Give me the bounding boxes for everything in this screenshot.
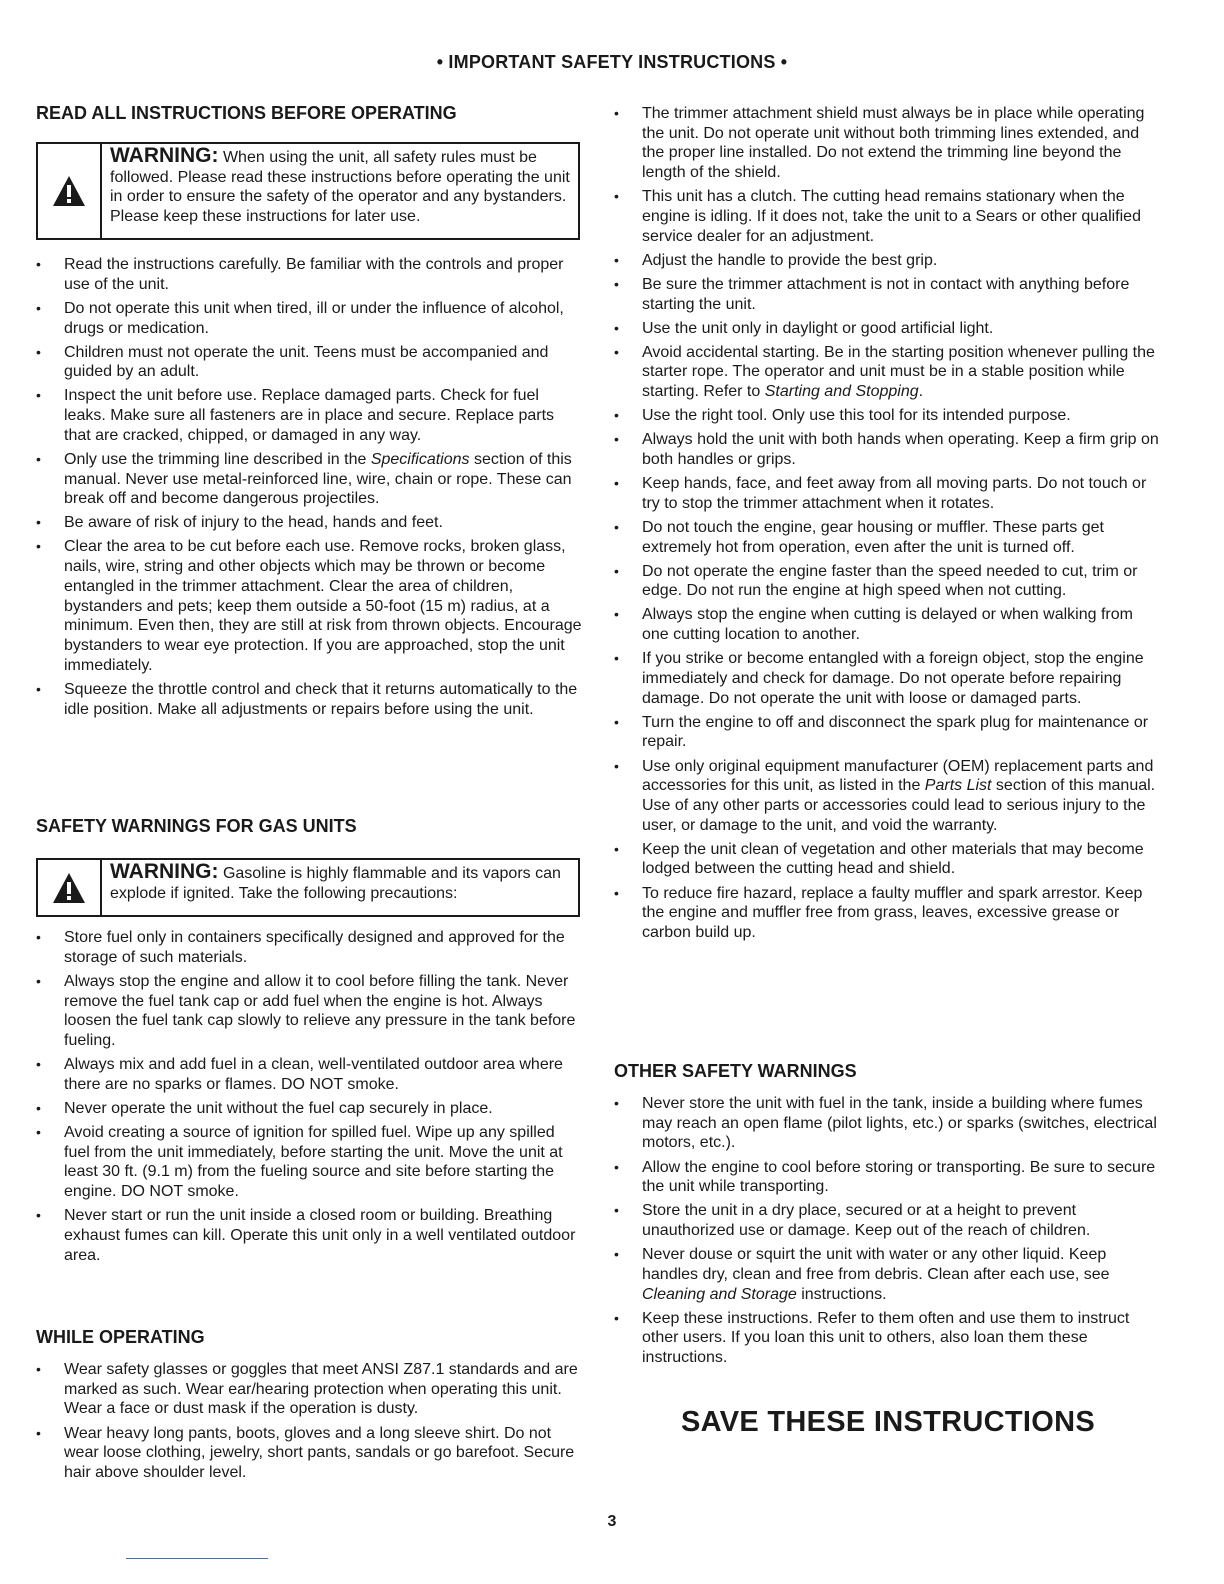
list-item: • Avoid creating a source of ignition for spilled fuel. Wipe up any spilled fuel from the unit immediately, before starting the unit. Move the unit at least 30 ft. (9.1 m) from the fueling source and site before starting the engine. DO NOT smoke. — [36, 1123, 584, 1202]
list-item: • Wear safety glasses or goggles that meet ANSI Z87.1 standards and are marked as such. Wear ear/hearing protection when operating this unit. Wear a face or dust mask if the operation is dusty. — [36, 1360, 584, 1419]
list-item: • Never store the unit with fuel in the tank, inside a building where fumes may reach an open flame (pilot lights, etc.) or sparks (switches, electrical motors, etc.). — [614, 1094, 1162, 1153]
list-item: • Be aware of risk of injury to the head, hands and feet. — [36, 513, 584, 533]
list-item: • Turn the engine to off and disconnect the spark plug for maintenance or repair. — [614, 713, 1162, 752]
section-title-gas-units: SAFETY WARNINGS FOR GAS UNITS — [36, 816, 357, 836]
list-item-text: Use only original equipment manufacturer (OEM) replacement parts and accessories for this unit, as listed in the — [642, 757, 1154, 795]
warning-label: WARNING: — [110, 860, 219, 883]
list-item: • Squeeze the throttle control and check that it returns automatically to the idle position. Make all adjustments or repairs before using the unit. — [36, 680, 584, 719]
list-item: • If you strike or become entangled with a foreign object, stop the engine immediately and check for damage. Do not operate before repairing damage. Do not operate the unit with loose or damaged parts. — [614, 649, 1162, 708]
warning-icon-cell — [38, 860, 102, 915]
list-item-text: . — [918, 383, 924, 401]
section-title-other: OTHER SAFETY WARNINGS — [614, 1061, 857, 1081]
list-item: • Wear heavy long pants, boots, gloves and a long sleeve shirt. Do not wear loose clothing, jewelry, short pants, sandals or go barefoot. Secure hair above shoulder level. — [36, 1424, 584, 1483]
list-item: • Always mix and add fuel in a clean, well-ventilated outdoor area where there are no sparks or flames. DO NOT smoke. — [36, 1055, 584, 1094]
list-item: • Store the unit in a dry place, secured or at a height to prevent unauthorized use or damage. Keep out of the reach of children. — [614, 1201, 1162, 1240]
list-item: • Always stop the engine and allow it to cool before filling the tank. Never remove the fuel tank cap or add fuel when the engine is hot. Always loosen the fuel tank cap slowly to relieve any pressure in the tank before fueling. — [36, 972, 584, 1051]
list-item: • Inspect the unit before use. Replace damaged parts. Check for fuel leaks. Make sure all fasteners are in place and secure. Replace parts that are cracked, chipped, or damaged in any way. — [36, 386, 584, 445]
list-item: • Do not operate the engine faster than the speed needed to cut, trim or edge. Do not run the engine at high speed when not cutting. — [614, 562, 1162, 601]
warning-box-read-all — [36, 142, 580, 240]
list-item: • Always hold the unit with both hands when operating. Keep a firm grip on both handles or grips. — [614, 430, 1162, 469]
list-item: • To reduce fire hazard, replace a faulty muffler and spark arrestor. Keep the engine and muffler free from grass, leaves, excessive grease or carbon build up. — [614, 884, 1162, 943]
warning-body: When using the unit, all safety rules must be followed. Please read these instructions before operating the unit in order to ensure the safety of the operator and any bystanders. Please keep these instructions for later use. — [110, 149, 570, 225]
other-warnings-list — [614, 1094, 1162, 1372]
while-operating-list — [36, 1360, 584, 1487]
warning-text — [102, 144, 578, 238]
section-title-read-all: READ ALL INSTRUCTIONS BEFORE OPERATING — [36, 103, 457, 123]
list-item: • Keep the unit clean of vegetation and other materials that may become lodged between the cutting head and shield. — [614, 840, 1162, 879]
warning-body: Gasoline is highly flammable and its vapors can explode if ignited. Take the following precautions: — [110, 865, 561, 902]
list-item: • Use the right tool. Only use this tool for its intended purpose. — [614, 406, 1162, 426]
list-item-text: Never douse or squirt the unit with water or any other liquid. Keep handles dry, clean and free from debris. Clean after each use, see — [642, 1246, 1110, 1283]
warning-icon-cell — [38, 144, 102, 238]
list-item: • Never start or run the unit inside a closed room or building. Breathing exhaust fumes can kill. Operate this unit only in a well ventilated outdoor area. — [36, 1206, 584, 1265]
list-item: • This unit has a clutch. The cutting head remains stationary when the engine is idling. If it does not, take the unit to a Sears or other qualified service dealer for an adjustment. — [614, 187, 1162, 246]
italic-reference: Cleaning and Storage — [642, 1285, 797, 1303]
warning-box-gas — [36, 858, 580, 917]
list-item: • Store fuel only in containers specifically designed and approved for the storage of such materials. — [36, 928, 584, 967]
italic-reference: Specifications — [370, 450, 470, 468]
list-item: • Never operate the unit without the fuel cap securely in place. — [36, 1099, 584, 1119]
list-item: • Use the unit only in daylight or good artificial light. — [614, 319, 1162, 339]
warning-triangle-icon — [51, 174, 87, 208]
italic-reference: Starting and Stopping — [764, 383, 919, 401]
list-item: • Adjust the handle to provide the best grip. — [614, 251, 1162, 271]
list-item-text: section of this manual. Use of any other parts or accessories could lead to serious injury to the user, or damage to the unit, and void the warranty. — [642, 777, 1156, 834]
list-item-text: Only use the trimming line described in the — [64, 450, 371, 468]
footer-rule — [126, 1558, 268, 1559]
list-item: • Clear the area to be cut before each use. Remove rocks, broken glass, nails, wire, string and other objects which may be thrown or become entangled in the trimmer attachment. Clear the area of children, bystanders and pets; keep them outside a 50-foot (15 m) radius, at a minimum. Even then, they are still at risk from thrown objects. Encourage bystanders to wear eye protection. If you are approached, stop the unit immediately. — [36, 537, 584, 675]
list-item: • Do not operate this unit when tired, ill or under the influence of alcohol, drugs or medication. — [36, 299, 584, 338]
list-item-text: Avoid accidental starting. Be in the starting position whenever pulling the starter rope. The operator and unit must be in a stable position while starting. Refer to — [642, 343, 1155, 401]
list-item-text: section of this manual. Never use metal-reinforced line, wire, chain or rope. These can break off and become dangerous projectiles. — [64, 450, 572, 508]
warning-label: WARNING: — [110, 144, 219, 167]
list-item: • The trimmer attachment shield must always be in place while operating the unit. Do not operate unit without both trimming lines extended, and the proper line installed. Do not extend the trimming line beyond the length of the shield. — [614, 104, 1162, 183]
gas-units-list — [36, 928, 584, 1270]
section-title-while-operating: WHILE OPERATING — [36, 1327, 205, 1347]
list-item — [36, 450, 584, 509]
list-item: • Children must not operate the unit. Teens must be accompanied and guided by an adult. — [36, 343, 584, 382]
list-item — [614, 757, 1162, 836]
page-title: • IMPORTANT SAFETY INSTRUCTIONS • — [436, 52, 788, 72]
list-item: • Allow the engine to cool before storing or transporting. Be sure to secure the unit while transporting. — [614, 1158, 1162, 1197]
list-item-text: instructions. — [796, 1285, 887, 1303]
right-column-list — [614, 104, 1162, 947]
page-number: 3 — [607, 1513, 617, 1530]
save-instructions-title: SAVE THESE INSTRUCTIONS — [680, 1406, 1096, 1438]
list-item: • Keep hands, face, and feet away from all moving parts. Do not touch or try to stop the trimmer attachment when it rotates. — [614, 474, 1162, 513]
list-item — [614, 1245, 1162, 1304]
read-all-list — [36, 255, 584, 724]
list-item: • Be sure the trimmer attachment is not in contact with anything before starting the unit. — [614, 275, 1162, 314]
italic-reference: Parts List — [924, 777, 992, 795]
warning-triangle-icon — [51, 871, 87, 905]
list-item: • Read the instructions carefully. Be familiar with the controls and proper use of the unit. — [36, 255, 584, 294]
warning-text — [102, 860, 578, 915]
list-item: • Always stop the engine when cutting is delayed or when walking from one cutting location to another. — [614, 605, 1162, 644]
list-item: • Keep these instructions. Refer to them often and use them to instruct other users. If you loan this unit to others, also loan them these instructions. — [614, 1309, 1162, 1368]
list-item — [614, 343, 1162, 402]
list-item: • Do not touch the engine, gear housing or muffler. These parts get extremely hot from operation, even after the unit is turned off. — [614, 518, 1162, 557]
